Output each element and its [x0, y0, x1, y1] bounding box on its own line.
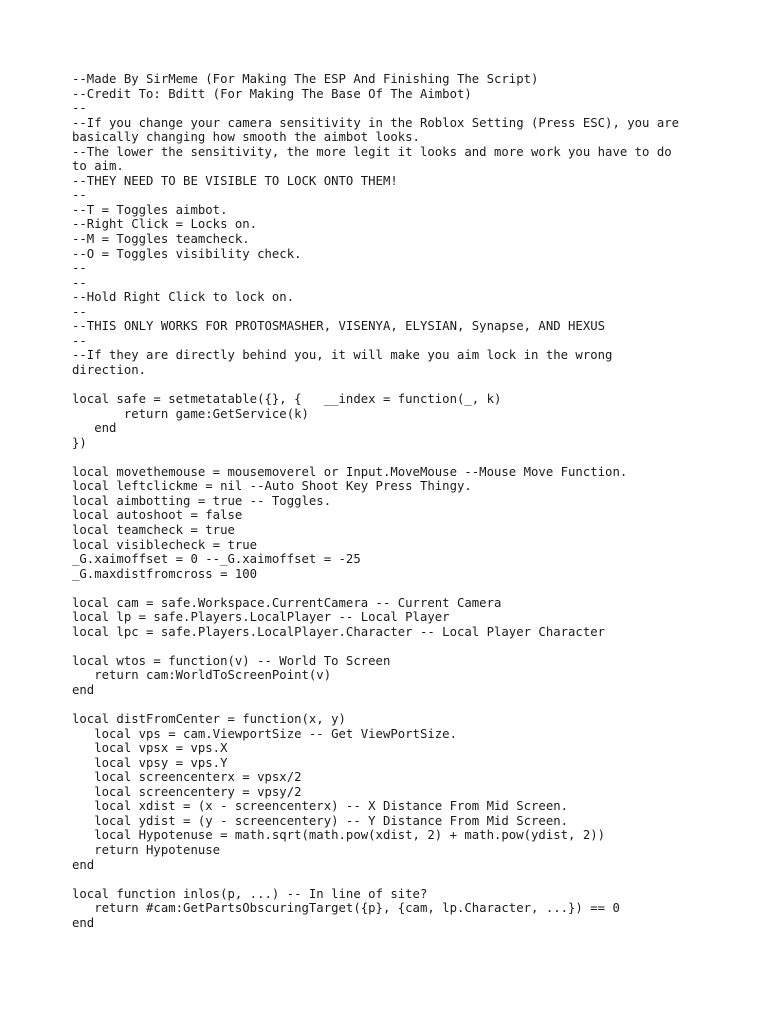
script-line: local lpc = safe.Players.LocalPlayer.Character -- Local Player Character	[72, 624, 606, 639]
script-line	[72, 639, 702, 654]
script-line: --	[72, 304, 87, 319]
script-line: direction.	[72, 362, 147, 377]
script-line	[72, 377, 702, 392]
script-line: --THIS ONLY WORKS FOR PROTOSMASHER, VISENYA, ELYSIAN, Synapse, AND HEXUS	[72, 319, 606, 334]
script-line: local lp = safe.Players.LocalPlayer -- Local Player	[72, 610, 450, 625]
script-line: --The lower the sensitivity, the more legit it looks and more work you have to do	[72, 144, 672, 159]
script-line: local cam = safe.Workspace.CurrentCamera -- Current Camera	[72, 595, 502, 610]
script-line: local function inlos(p, ...) -- In line of site?	[72, 886, 428, 901]
script-line: local visiblecheck = true	[72, 537, 258, 552]
script-line: to aim.	[72, 159, 124, 174]
script-line: local autoshoot = false	[72, 508, 243, 523]
script-line: --If you change your camera sensitivity in the Roblox Setting (Press ESC), you are	[72, 115, 680, 130]
script-line: local vpsy = vps.Y	[72, 755, 228, 770]
script-line: local vpsx = vps.X	[72, 741, 228, 756]
script-line: local wtos = function(v) -- World To Screen	[72, 653, 391, 668]
script-line: --	[72, 188, 87, 203]
script-line: --Right Click = Locks on.	[72, 217, 258, 232]
script-line: local screencentery = vpsy/2	[72, 784, 302, 799]
script-line: --M = Toggles teamcheck.	[72, 232, 250, 247]
script-line: local safe = setmetatable({}, { __index = function(_, k)	[72, 392, 502, 407]
script-line: --O = Toggles visibility check.	[72, 246, 302, 261]
script-line: local movethemouse = mousemoverel or Input.MoveMouse --Mouse Move Function.	[72, 464, 628, 479]
script-line: end	[72, 857, 95, 872]
script-line: --Made By SirMeme (For Making The ESP And Finishing The Script)	[72, 72, 539, 86]
script-line: local xdist = (x - screencenterx) -- X Distance From Mid Screen.	[72, 799, 569, 814]
script-line	[72, 872, 702, 887]
script-line: local teamcheck = true	[72, 522, 235, 537]
script-line: --	[72, 101, 87, 116]
script-line: --	[72, 333, 87, 348]
script-line: --Credit To: Bditt (For Making The Base Of The Aimbot)	[72, 86, 472, 101]
script-line: local leftclickme = nil --Auto Shoot Key Press Thingy.	[72, 479, 472, 494]
script-line: return cam:WorldToScreenPoint(v)	[72, 668, 332, 683]
script-line: return game:GetService(k)	[72, 406, 309, 421]
script-line: })	[72, 435, 87, 450]
script-line: local ydist = (y - screencentery) -- Y Distance From Mid Screen.	[72, 813, 569, 828]
script-line: local aimbotting = true -- Toggles.	[72, 493, 332, 508]
script-line: end	[72, 421, 117, 436]
script-text-block	[72, 72, 702, 930]
script-line: end	[72, 682, 95, 697]
script-line: --	[72, 261, 87, 276]
script-line: --	[72, 275, 87, 290]
script-line: local screencenterx = vpsx/2	[72, 770, 302, 785]
script-line: --T = Toggles aimbot.	[72, 202, 228, 217]
script-line: end	[72, 915, 95, 930]
script-line: return Hypotenuse	[72, 842, 221, 857]
script-line: local vps = cam.ViewportSize -- Get ViewPortSize.	[72, 726, 457, 741]
script-line	[72, 581, 702, 596]
script-line: --THEY NEED TO BE VISIBLE TO LOCK ONTO THEM!	[72, 173, 398, 188]
script-line: return #cam:GetPartsObscuringTarget({p}, {cam, lp.Character, ...}) == 0	[72, 901, 620, 916]
script-line: _G.maxdistfromcross = 100	[72, 566, 258, 581]
script-line: basically changing how smooth the aimbot looks.	[72, 130, 420, 145]
script-line: --Hold Right Click to lock on.	[72, 290, 295, 305]
script-line	[72, 450, 702, 465]
script-line: local distFromCenter = function(x, y)	[72, 712, 346, 727]
script-line: --If they are directly behind you, it will make you aim lock in the wrong	[72, 348, 613, 363]
script-line	[72, 698, 702, 713]
script-line: local Hypotenuse = math.sqrt(math.pow(xdist, 2) + math.pow(ydist, 2))	[72, 828, 606, 843]
script-line: _G.xaimoffset = 0 --_G.xaimoffset = -25	[72, 552, 361, 567]
